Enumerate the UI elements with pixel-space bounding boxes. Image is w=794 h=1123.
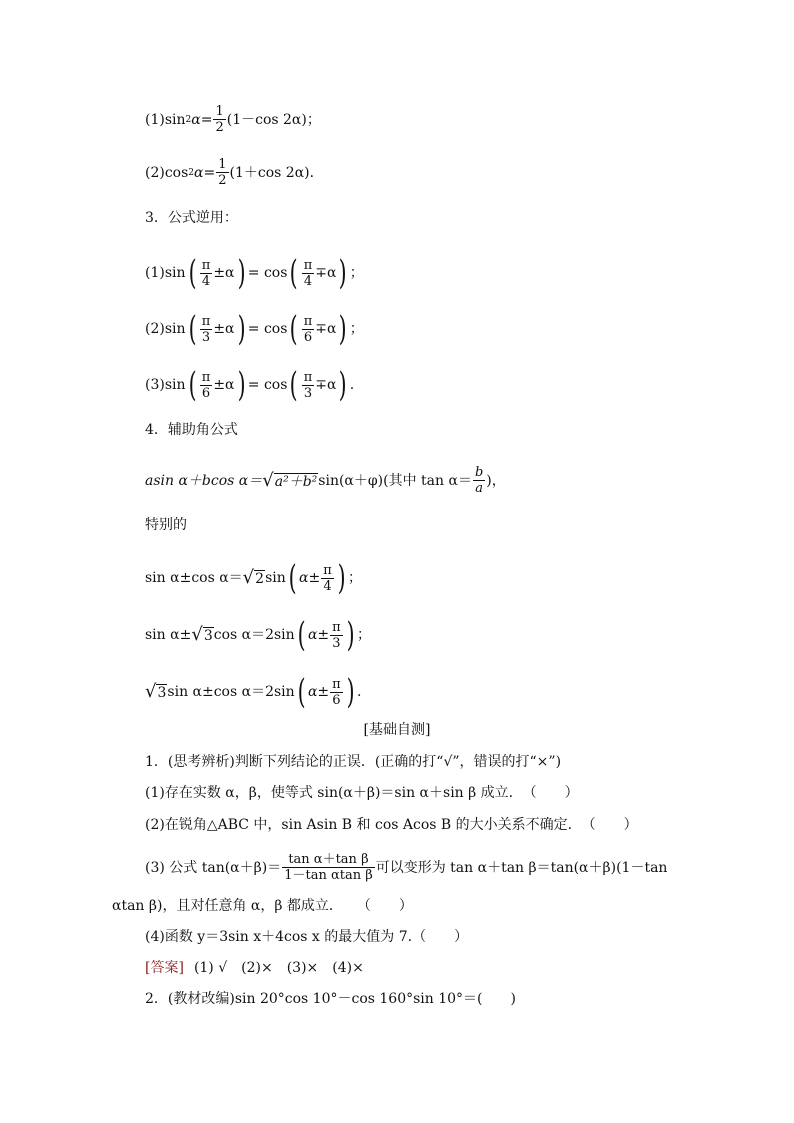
auxiliary-angle-formula: asin α＋bcos α＝ √ a²＋b² sin(α＋φ)(其中 tan α＝ $\frac{b}{a}$ )， [145, 465, 506, 496]
self-test-title: [基础自测] [363, 722, 431, 738]
section-3-heading: 3．公式逆用： [145, 210, 238, 226]
question-1-intro: 1．(思考辨析)判断下列结论的正误．(正确的打“√”，错误的打“×”) [145, 754, 562, 770]
formula-cos-squared: (2)cos 2 α = $\frac{1}{2}$ (1＋cos 2α)． [145, 157, 324, 188]
reverse-formula-3: (3)sin ( $\frac{\pi}{6}$ ±α ) = cos ( $\frac{\pi}{3}$ ∓α ) . [145, 365, 355, 405]
question-1-item-2: (2)在锐角△ABC 中，sin Asin B 和 cos Acos B 的大小关系不确定． （ ） [145, 817, 638, 833]
question-1-item-3-cont: αtan β)，且对任意角 α，β 都成立． （ ） [112, 898, 413, 914]
variable: α [194, 164, 204, 181]
equals: = [203, 164, 216, 181]
special-formula-3: √ 3 sin α±cos α＝2sin ( α± $\frac{\pi}{6}$ ) . [145, 672, 362, 712]
reverse-formula-1: (1)sin ( $\frac{\pi}{4}$ ±α ) = cos ( $\frac{\pi}{4}$ ∓α ) ； [145, 253, 364, 293]
question-1-item-4: (4)函数 y＝3sin x＋4cos x 的最大值为 7.（ ） [145, 929, 469, 945]
question-1-item-3: (3) 公式 tan(α＋β)＝ $\frac{\text{tan α＋tan β}}{\text{1－tan αtan β}}$ 可以变形为 tan α＋tan β＝tan(α＋β)(1－tan [145, 852, 668, 883]
reverse-formula-2: (2)sin ( $\frac{\pi}{3}$ ±α ) = cos ( $\frac{\pi}{6}$ ∓α ) ； [145, 309, 364, 349]
special-label: 特别的 [145, 517, 187, 533]
answer-label: [答案] [145, 960, 184, 976]
formula-tail: (1－cos 2α)； [226, 111, 321, 128]
special-formula-1: sin α±cos α＝ √ 2 sin ( α± $\frac{\pi}{4}$ ) ； [145, 558, 363, 598]
fraction: $\frac{1}{2}$ [218, 157, 227, 188]
formula-sin-squared: (1)sin 2 α = $\frac{1}{2}$ (1－cos 2α)； [145, 104, 321, 135]
section-4-heading: 4．辅助角公式 [145, 422, 238, 438]
fraction: $\frac{1}{2}$ [215, 104, 224, 135]
label: (2)cos [145, 164, 189, 181]
equals: = [200, 111, 213, 128]
variable: α [191, 111, 201, 128]
question-1-item-1: (1)存在实数 α，β，使等式 sin(α＋β)＝sin α＋sin β 成立． （ ） [145, 785, 579, 801]
answer-text: (1) √ (2)× (3)× (4)× [193, 960, 364, 976]
question-2: 2．(教材改编)sin 20°cos 10°－cos 160°sin 10°＝( ) [145, 991, 516, 1007]
answer-line [145, 958, 364, 978]
formula-tail: (1＋cos 2α)． [229, 164, 324, 181]
label: (1)sin [145, 111, 186, 128]
special-formula-2: sin α± √ 3 cos α＝2sin ( α± $\frac{\pi}{3}$ ) ； [145, 615, 371, 655]
